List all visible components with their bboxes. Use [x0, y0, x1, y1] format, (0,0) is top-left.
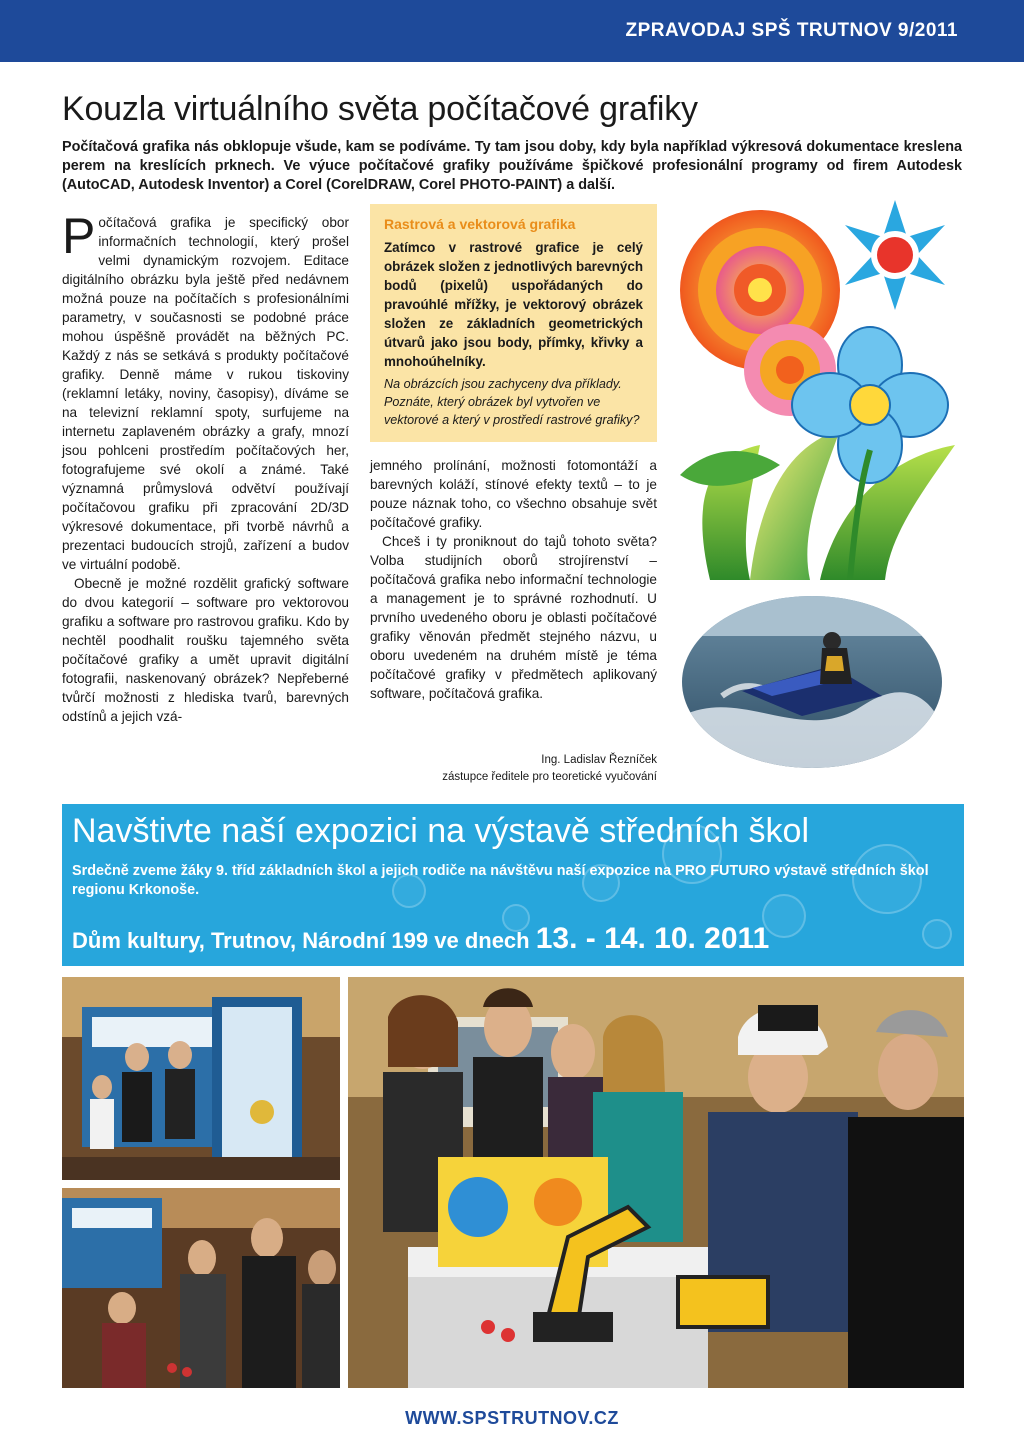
banner-text: Srdečně zveme žáky 9. tříd základních škol a jejich rodiče na návštěvu naší expozice na PRO FUTURO výstavě středních škol regionu Krkonoše. [72, 863, 929, 898]
author-name: Ing. Ladislav Řezníček [541, 754, 657, 766]
article-column-2 [370, 456, 657, 703]
exhibition-banner [62, 804, 964, 966]
author-signature [370, 752, 657, 786]
footer-website-link[interactable]: WWW.SPSTRUTNOV.CZ [405, 1408, 619, 1428]
author-role: zástupce ředitele pro teoretické vyučování [442, 771, 657, 783]
article-column-1 [62, 208, 349, 726]
info-sidebox [370, 204, 657, 442]
sidebox-note: Na obrázcích jsou zachyceny dva příklady. Poznáte, který obrázek byl vytvořen ve vektorové a který v prostředí rastrové grafiky? [384, 377, 640, 427]
exhibition-photo-booth [62, 977, 340, 1180]
exhibition-photo-robot-arm [348, 977, 964, 1388]
banner-venue [72, 922, 769, 956]
bubble-decoration [922, 919, 952, 949]
sidebox-heading: Rastrová a vektorová grafika [384, 216, 576, 232]
article-paragraph-3: jemného prolínání, možnosti fotomontáží a barevných koláží, stínové efekty textů – to je pouze náznak toho, co všechno obsahuje svět počítačové grafiky. [370, 458, 657, 530]
jetski-photo [682, 596, 942, 768]
article-lead: Počítačová grafika nás obklopuje všude, kam se podíváme. Ty tam jsou doby, kdy byla například výkresová dokumentace kreslena perem na kreslících prknech. Ve výuce počítačové grafiky používáme špičkové profesionální programy od firem Autodesk (AutoCAD, Autodesk Inventor) a Corel (CorelDRAW, Corel PHOTO-PAINT) a další. [62, 139, 962, 193]
newsletter-title: ZPRAVODAJ SPŠ TRUTNOV 9/2011 [625, 20, 958, 41]
sidebox-body: Zatímco v rastrové grafice je celý obrázek složen z jednotlivých barevných bodů (pixelů) uspořádaných do pravoúhlé mřížky, je vektorový obrázek složen ze základních geometrických útvarů jako jsou body, přímky, křivky a mnohoúhelníky. [384, 240, 643, 369]
article-title: Kouzla virtuálního světa počítačové grafiky [62, 90, 698, 128]
dropcap: P [62, 208, 96, 264]
article-paragraph-1 [62, 208, 349, 574]
vector-flowers-illustration [670, 195, 970, 580]
article-paragraph-2: Obecně je možné rozdělit grafický software do dvou kategorií – software pro vektorovou grafiku a software pro rastrovou grafiku. Kdo by nechtěl poodhalit roušku tajemného světa počítačové grafiky a umět upravit digitální fotografii, naskenovaný obrázek? Nepřeberné tvůrčí možnosti z hlediska tvarů, barevných odstínů a jejich vzá- [62, 576, 349, 724]
exhibition-photo-visitors [62, 1188, 340, 1388]
header-band [0, 0, 1024, 62]
venue-text: Dům kultury, Trutnov, Národní 199 ve dnech [72, 928, 530, 953]
banner-title: Navštivte naší expozici na výstavě středních škol [72, 812, 809, 850]
article-paragraph-4: Chceš i ty proniknout do tajů tohoto světa? Volba studijních oborů strojírenství – počítačová grafika nebo informační technologie a management je to správné rozhodnutí. U prvního uvedeného oboru je oblasti počítačové grafiky věnován předmět stejného názvu, u oboru uvedeném na druhém místě je téma počítačové grafiky v předmětech aplikovaný software, počítačová grafika. [370, 534, 657, 701]
paragraph-text: očítačová grafika je specifický obor informačních technologií, který prošel velmi dynamickým rozvojem. Editace digitálního obrázku byla ještě před nedávnem možná pouze na počítačích s profesionálními parametry, v současnosti se podobné práce mohou úspěšně provádět na běžných PC. Každý z nás se setkává s produkty počítačové grafiky. Denně máme v rukou tiskoviny (reklamní letáky, noviny, časopisy), díváme se na televizní reklamní spoty, surfujeme na internetu zaplaveném obrázky a grafy, mnozí jsou pohlceni prostředím počítačových her, fotografujeme své okolí a známé. Také významná průmyslová odvětví používají počítačovou grafiku při zpracování 2D/3D výkresové dokumentace, při tvorbě návrhů a prezentaci budoucích strojů, zařízení a budov ve virtuální podobě. [62, 215, 349, 572]
event-date: 13. - 14. 10. 2011 [535, 922, 770, 955]
